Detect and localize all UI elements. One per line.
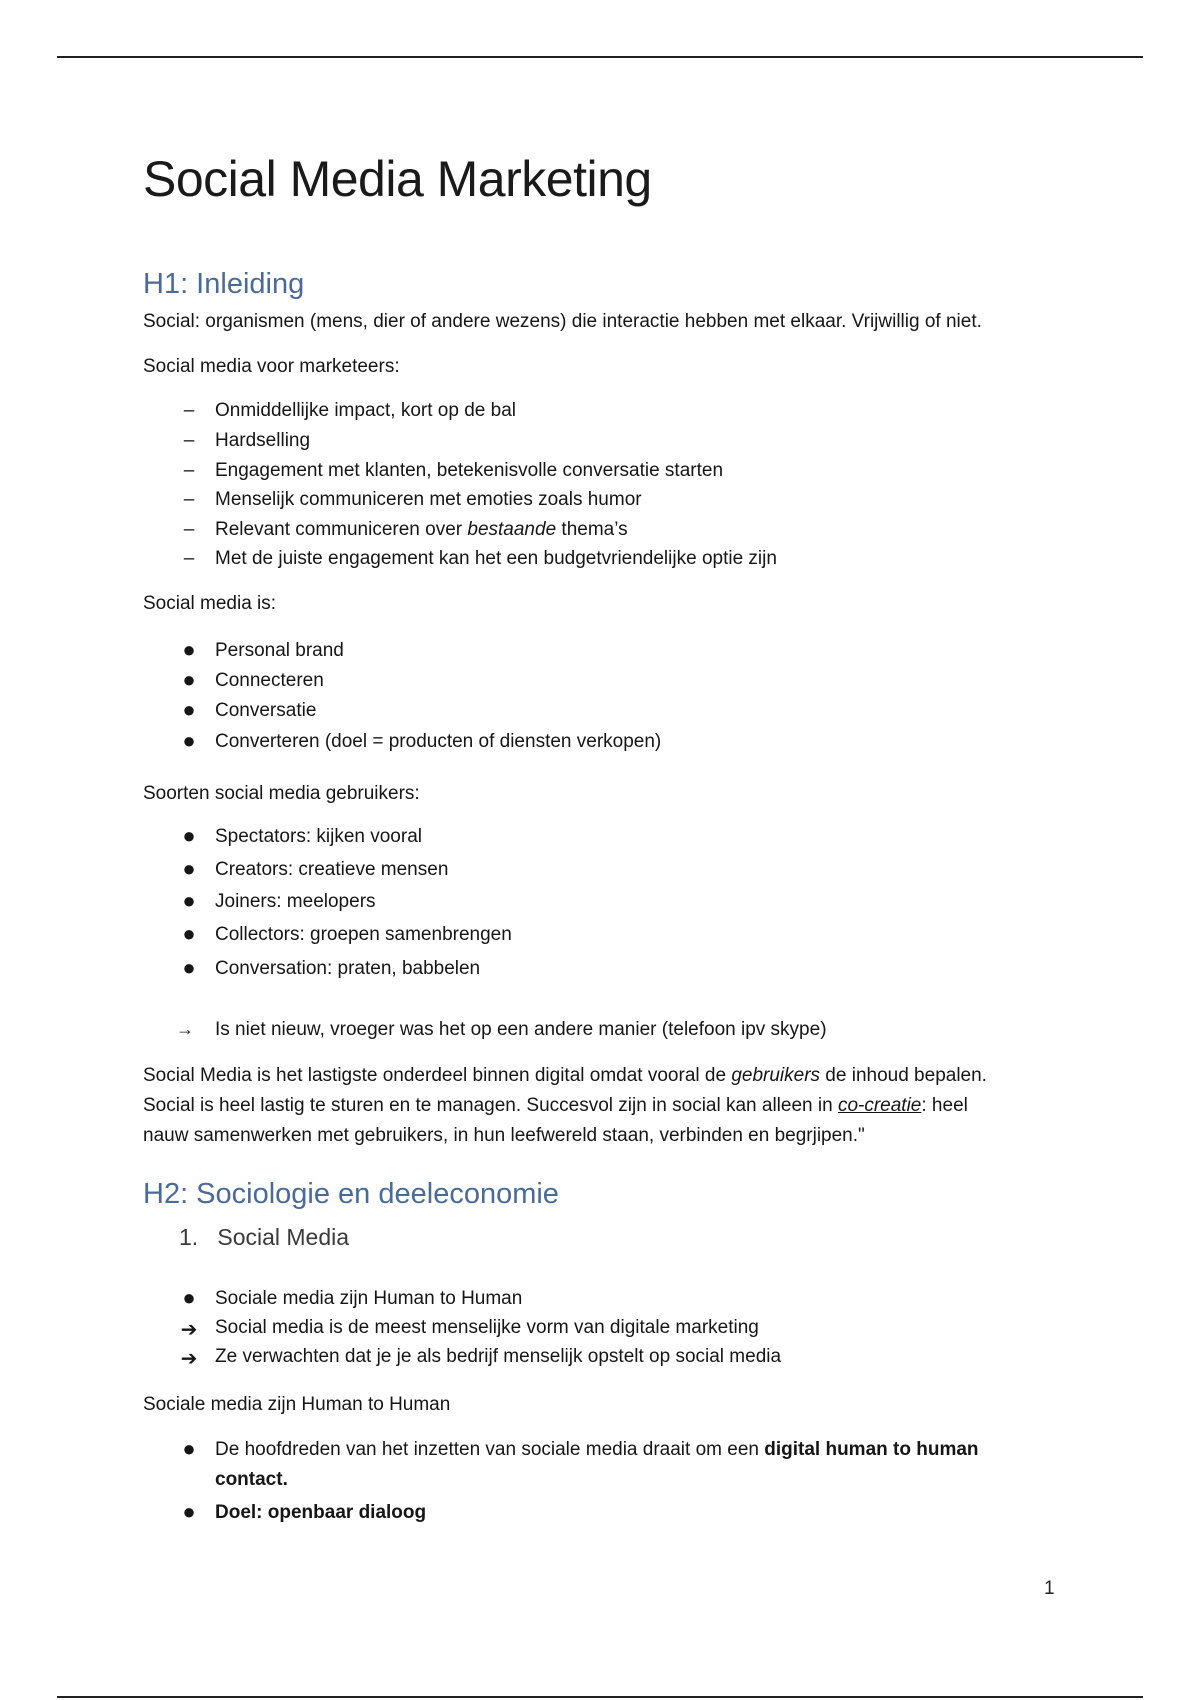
list-item: ● Conversation: praten, babbelen	[215, 958, 480, 980]
subheading-social-media: 1. Social Media	[179, 1224, 350, 1250]
bullet-icon: ●	[182, 1499, 196, 1524]
list-item: ● Doel: openbaar dialoog	[215, 1502, 426, 1524]
paragraph-h2h: Sociale media zijn Human to Human	[143, 1394, 451, 1415]
bullet-icon: ●	[182, 921, 196, 946]
bullet-icon: ●	[182, 1285, 196, 1310]
paragraph-line: nauw samenwerken met gebruikers, in hun leefwereld staan, verbinden en begrjipen."	[143, 1125, 865, 1146]
list-item: ● Conversatie	[215, 700, 316, 722]
dash-bullet-icon: –	[183, 460, 195, 481]
document-title: Social Media Marketing	[143, 151, 652, 207]
arrow-right-icon: →	[176, 1019, 194, 1039]
bullet-icon: ●	[182, 697, 196, 722]
list-item: ● Personal brand	[215, 640, 344, 662]
list-item: ● Sociale media zijn Human to Human	[215, 1288, 522, 1310]
dash-bullet-icon: –	[183, 400, 195, 421]
bold-arrow-icon: ➔	[180, 1319, 198, 1341]
top-rule	[57, 56, 1143, 58]
bullet-icon: ●	[182, 955, 196, 980]
heading-h1: H1: Inleiding	[143, 268, 305, 300]
bullet-icon: ●	[182, 637, 196, 662]
list-item: ● Collectors: groepen samenbrengen	[215, 924, 512, 946]
list-item: ● Converteren (doel = producten of diensten verkopen)	[215, 731, 661, 753]
list-item: – Onmiddellijke impact, kort op de bal	[215, 400, 516, 422]
list-item-continuation: contact.	[215, 1469, 288, 1490]
list-item: – Met de juiste engagement kan het een budgetvriendelijke optie zijn	[215, 548, 777, 570]
paragraph-soorten: Soorten social media gebruikers:	[143, 783, 420, 804]
list-item: ● Connecteren	[215, 670, 324, 692]
paragraph-line: Social Media is het lastigste onderdeel binnen digital omdat vooral de gebruikers de inhoud bepalen.	[143, 1065, 987, 1086]
dash-bullet-icon: –	[183, 430, 195, 451]
list-item: ● Joiners: meelopers	[215, 891, 376, 913]
list-item: – Hardselling	[215, 430, 310, 452]
bullet-icon: ●	[182, 728, 196, 753]
bullet-icon: ●	[182, 667, 196, 692]
paragraph-marketeers: Social media voor marketeers:	[143, 356, 400, 377]
paragraph-line: Social is heel lastig te sturen en te managen. Succesvol zijn in social kan alleen in co-creatie: heel	[143, 1095, 968, 1116]
bullet-icon: ●	[182, 856, 196, 881]
list-item: – Menselijk communiceren met emoties zoals humor	[215, 489, 642, 511]
heading-h2: H2: Sociologie en deeleconomie	[143, 1178, 559, 1210]
list-item: ➔ Social media is de meest menselijke vorm van digitale marketing	[180, 1317, 759, 1341]
bullet-icon: ●	[182, 1436, 196, 1461]
list-item: ➔ Ze verwachten dat je je als bedrijf menselijk opstelt op social media	[180, 1346, 782, 1370]
list-item: ● De hoofdreden van het inzetten van sociale media draait om een digital human to human	[215, 1439, 979, 1461]
dash-bullet-icon: –	[183, 489, 195, 510]
paragraph-social-definition: Social: organismen (mens, dier of andere wezens) die interactie hebben met elkaar. Vrijwillig of niet.	[143, 311, 982, 332]
bullet-icon: ●	[182, 823, 196, 848]
list-item: – Relevant communiceren over bestaande thema’s	[215, 519, 628, 541]
list-item: ● Spectators: kijken vooral	[215, 826, 422, 848]
list-item: ● Creators: creatieve mensen	[215, 859, 448, 881]
bottom-rule	[57, 1696, 1143, 1698]
bullet-icon: ●	[182, 888, 196, 913]
dash-bullet-icon: –	[183, 548, 195, 569]
paragraph-social-media-is: Social media is:	[143, 593, 277, 614]
bold-arrow-icon: ➔	[180, 1348, 198, 1370]
list-item: – Engagement met klanten, betekenisvolle conversatie starten	[215, 460, 723, 482]
page-number: 1	[1044, 1578, 1055, 1599]
arrow-note: → Is niet nieuw, vroeger was het op een andere manier (telefoon ipv skype)	[176, 1019, 827, 1040]
dash-bullet-icon: –	[183, 519, 195, 540]
